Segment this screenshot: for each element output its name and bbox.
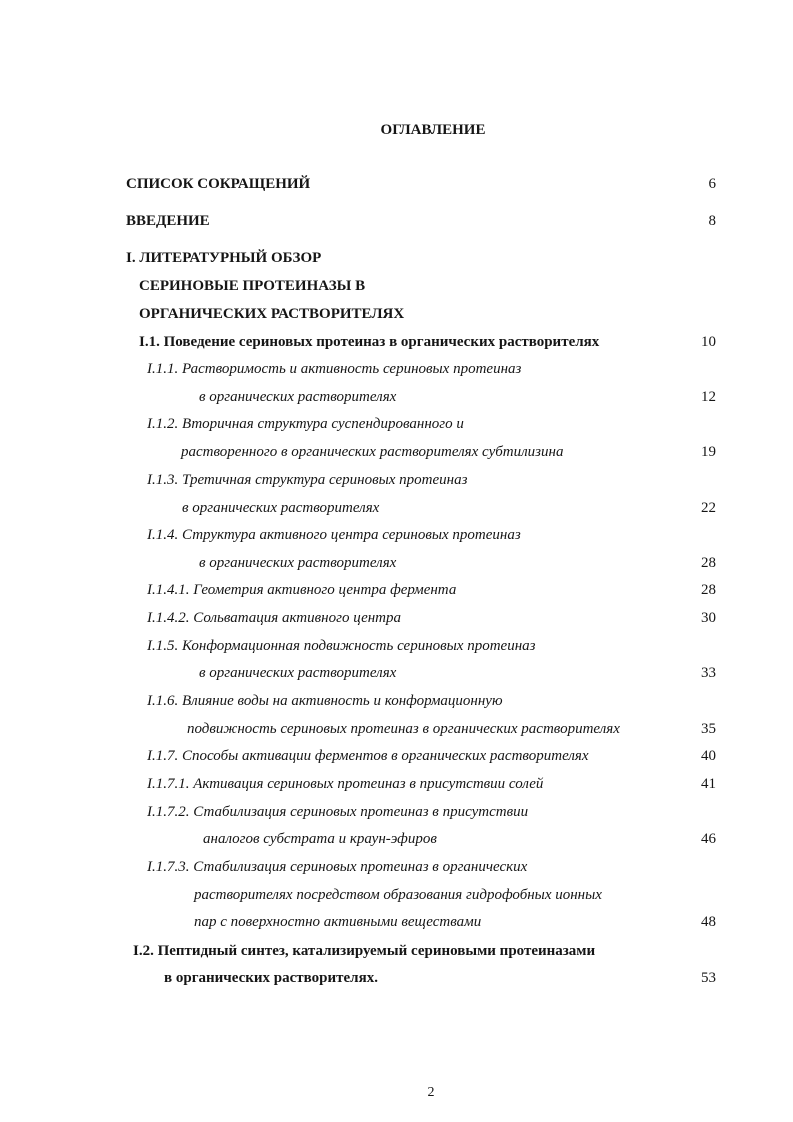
toc-entry-text: I.1. Поведение сериновых протеиназ в органических растворителях [139,334,600,350]
page-number: 2 [427,1085,435,1100]
toc-entry-text: I.1.4.2. Сольватация активного центра [147,610,402,626]
toc-entry-text: пар с поверхностно активными веществами [194,914,482,930]
toc-entry-text: I. ЛИТЕРАТУРНЫЙ ОБЗОР [126,250,322,266]
toc-entry-page: 28 [701,555,716,571]
toc-entry-page: 22 [701,500,716,516]
toc-entry-text: I.1.4.1. Геометрия активного центра фермента [147,582,457,598]
toc-entry-text: I.2. Пептидный синтез, катализируемый сериновыми протеиназами [133,943,596,959]
toc-entry-page: 41 [701,776,716,792]
toc-entry-page: 10 [701,334,716,350]
toc-entry-text: в органических растворителях [199,555,397,571]
toc-entry-text: I.1.2. Вторичная структура суспендированного и [147,416,464,432]
toc-entry-page: 6 [708,176,716,192]
toc-entry-text: СЕРИНОВЫЕ ПРОТЕИНАЗЫ В [139,278,366,294]
toc-entry-text: ВВЕДЕНИЕ [126,213,210,229]
toc-entry-page: 28 [701,582,716,598]
toc-entry-text: растворителях посредством образования гидрофобных ионных [194,887,602,903]
toc-entry-text: I.1.7.1. Активация сериновых протеиназ в присутствии солей [147,776,544,792]
toc-entry-text: аналогов субстрата и краун-эфиров [203,831,437,847]
toc-entry-page: 35 [701,721,716,737]
toc-entry-text: I.1.4. Структура активного центра сериновых протеиназ [147,527,521,543]
toc-entry-page: 40 [701,748,716,764]
toc-entry-text: ОРГАНИЧЕСКИХ РАСТВОРИТЕЛЯХ [139,306,405,322]
toc-entry-text: I.1.5. Конформационная подвижность сериновых протеиназ [147,638,536,654]
toc-title: ОГЛАВЛЕНИЕ [380,122,486,138]
toc-entry-text: в органических растворителях. [164,970,378,986]
toc-entry-text: растворенного в органических растворителях субтилизина [181,444,564,460]
toc-entry-text: I.1.7. Способы активации ферментов в органических растворителях [147,748,589,764]
toc-entry-page: 33 [701,665,716,681]
toc-entry-text: I.1.7.3. Стабилизация сериновых протеиназ в органических [147,859,528,875]
toc-entry-text: СПИСОК СОКРАЩЕНИЙ [126,176,311,192]
toc-entry-text: I.1.6. Влияние воды на активность и конформационную [147,693,503,709]
toc-entry-page: 19 [701,444,716,460]
toc-entry-text: в органических растворителях [199,389,397,405]
toc-entry-text: в органических растворителях [182,500,380,516]
toc-entry-page: 12 [701,389,716,405]
toc-entry-text: в органических растворителях [199,665,397,681]
toc-entry-page: 48 [701,914,716,930]
toc-entry-page: 8 [708,213,716,229]
toc-entry-page: 53 [701,970,716,986]
toc-entry-page: 30 [701,610,716,626]
toc-entry-text: I.1.3. Третичная структура сериновых протеиназ [147,472,468,488]
toc-entry-text: подвижность сериновых протеиназ в органических растворителях [187,721,620,737]
toc-entry-page: 46 [701,831,716,847]
toc-entry-text: I.1.1. Растворимость и активность сериновых протеиназ [147,361,522,377]
toc-entry-text: I.1.7.2. Стабилизация сериновых протеиназ в присутствии [147,804,529,820]
